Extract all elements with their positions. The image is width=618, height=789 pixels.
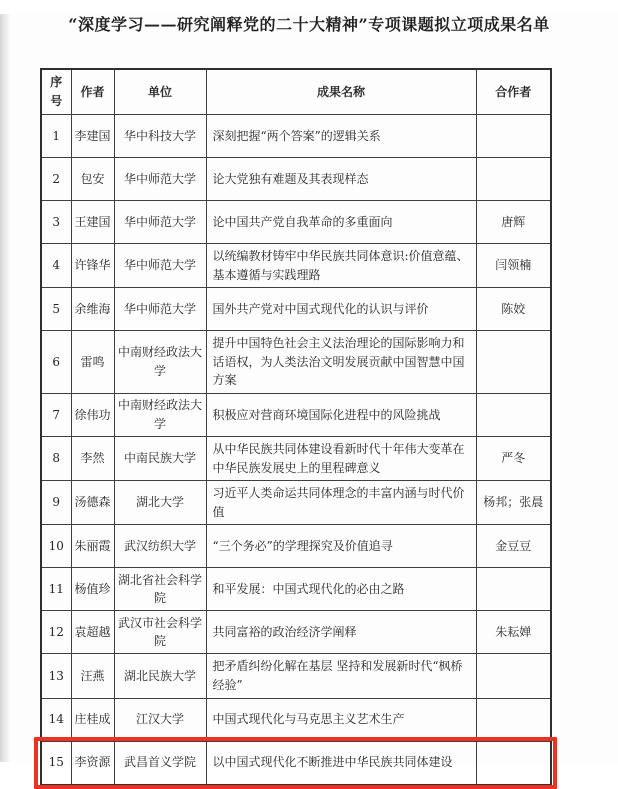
cell-no: 7	[41, 393, 71, 436]
cell-no: 5	[41, 288, 71, 331]
cell-collab	[476, 654, 551, 698]
col-header-org: 单位	[114, 69, 206, 115]
header-row	[41, 69, 551, 115]
cell-title: 习近平人类命运共同体理念的丰富内涵与时代价值	[206, 481, 476, 525]
cell-no: 2	[41, 158, 71, 201]
table-row	[41, 568, 551, 611]
cell-title: 中国式现代化与马克思主义艺术生产	[206, 698, 476, 741]
cell-no: 14	[41, 698, 71, 741]
table-row	[41, 654, 551, 698]
cell-author: 雷鸣	[71, 331, 114, 394]
cell-org: 湖北省社会科学院	[114, 568, 206, 611]
scan-edge-shadow	[0, 14, 11, 762]
cell-collab: 严冬	[476, 436, 551, 480]
cell-no: 8	[41, 436, 71, 480]
results-table	[40, 68, 552, 786]
cell-title: 把矛盾纠纷化解在基层 坚持和发展新时代“枫桥经验”	[206, 654, 476, 698]
table-row	[41, 611, 551, 654]
cell-collab	[476, 115, 551, 158]
document-page	[0, 14, 618, 770]
table-row	[41, 436, 551, 480]
cell-org: 武昌首义学院	[114, 741, 206, 785]
table-row	[41, 331, 551, 394]
cell-collab	[476, 331, 551, 394]
cell-author: 汪燕	[71, 654, 114, 698]
cell-org: 华中师范大学	[114, 158, 206, 201]
cell-title: 和平发展：中国式现代化的必由之路	[206, 568, 476, 611]
table-row	[41, 698, 551, 741]
cell-title: 论中国共产党自我革命的多重面向	[206, 201, 476, 244]
cell-org: 中南财经政法大学	[114, 331, 206, 394]
cell-collab	[476, 698, 551, 741]
table-row	[41, 244, 551, 288]
cell-title: 论大党独有难题及其表现样态	[206, 158, 476, 201]
col-header-collab: 合作者	[476, 69, 551, 115]
cell-collab	[476, 393, 551, 436]
cell-title: 以中国式现代化不断推进中华民族共同体建设	[206, 741, 476, 785]
cell-title: “三个务必”的学理探究及价值追寻	[206, 525, 476, 568]
cell-org: 华中科技大学	[114, 115, 206, 158]
cell-no: 1	[41, 115, 71, 158]
table-row	[41, 115, 551, 158]
cell-no: 6	[41, 331, 71, 394]
cell-title: 积极应对营商环境国际化进程中的风险挑战	[206, 393, 476, 436]
cell-author: 庄桂成	[71, 698, 114, 741]
cell-org: 华中师范大学	[114, 201, 206, 244]
cell-no: 11	[41, 568, 71, 611]
cell-author: 余维海	[71, 288, 114, 331]
cell-collab: 朱耘婵	[476, 611, 551, 654]
cell-author: 杨值珍	[71, 568, 114, 611]
cell-no: 12	[41, 611, 71, 654]
cell-author: 王建国	[71, 201, 114, 244]
cell-author: 朱丽霞	[71, 525, 114, 568]
table-row	[41, 481, 551, 525]
cell-collab	[476, 741, 551, 785]
table-body	[41, 115, 551, 785]
cell-org: 江汉大学	[114, 698, 206, 741]
col-header-no: 序号	[41, 69, 71, 115]
cell-title: 提升中国特色社会主义法治理论的国际影响力和话语权，为人类法治文明发展贡献中国智慧中国方案	[206, 331, 476, 394]
cell-no: 9	[41, 481, 71, 525]
table-row	[41, 393, 551, 436]
cell-org: 湖北大学	[114, 481, 206, 525]
cell-author: 李建国	[71, 115, 114, 158]
cell-collab	[476, 568, 551, 611]
cell-no: 15	[41, 741, 71, 785]
cell-no: 13	[41, 654, 71, 698]
cell-collab: 杨邦；张晨	[476, 481, 551, 525]
cell-author: 徐伟功	[71, 393, 114, 436]
cell-title: 深刻把握“两个答案”的逻辑关系	[206, 115, 476, 158]
cell-title: 从中华民族共同体建设看新时代十年伟大变革在中华民族发展史上的里程碑意义	[206, 436, 476, 480]
cell-collab: 闫领楠	[476, 244, 551, 288]
cell-org: 华中师范大学	[114, 288, 206, 331]
col-header-title: 成果名称	[206, 69, 476, 115]
cell-org: 武汉市社会科学院	[114, 611, 206, 654]
table-row	[41, 288, 551, 331]
table-row	[41, 741, 551, 785]
cell-author: 李资源	[71, 741, 114, 785]
cell-org: 华中师范大学	[114, 244, 206, 288]
document-title: “深度学习——研究阐释党的二十大精神”专项课题拟立项成果名单	[68, 15, 550, 34]
cell-author: 包安	[71, 158, 114, 201]
cell-no: 4	[41, 244, 71, 288]
cell-no: 10	[41, 525, 71, 568]
cell-author: 李然	[71, 436, 114, 480]
cell-author: 汤德森	[71, 481, 114, 525]
cell-collab: 陈姣	[476, 288, 551, 331]
cell-title: 以统编教材铸牢中华民族共同体意识:价值意蕴、基本遵循与实践理路	[206, 244, 476, 288]
cell-org: 中南财经政法大学	[114, 393, 206, 436]
cell-collab: 金豆豆	[476, 525, 551, 568]
cell-title: 国外共产党对中国式现代化的认识与评价	[206, 288, 476, 331]
cell-org: 武汉纺织大学	[114, 525, 206, 568]
cell-collab	[476, 158, 551, 201]
cell-org: 中南民族大学	[114, 436, 206, 480]
cell-author: 许锋华	[71, 244, 114, 288]
cell-no: 3	[41, 201, 71, 244]
cell-collab: 唐辉	[476, 201, 551, 244]
cell-org: 湖北民族大学	[114, 654, 206, 698]
cell-title: 共同富裕的政治经济学阐释	[206, 611, 476, 654]
table-row	[41, 158, 551, 201]
table-row	[41, 525, 551, 568]
col-header-author: 作者	[71, 69, 114, 115]
cell-author: 袁超越	[71, 611, 114, 654]
table-row	[41, 201, 551, 244]
